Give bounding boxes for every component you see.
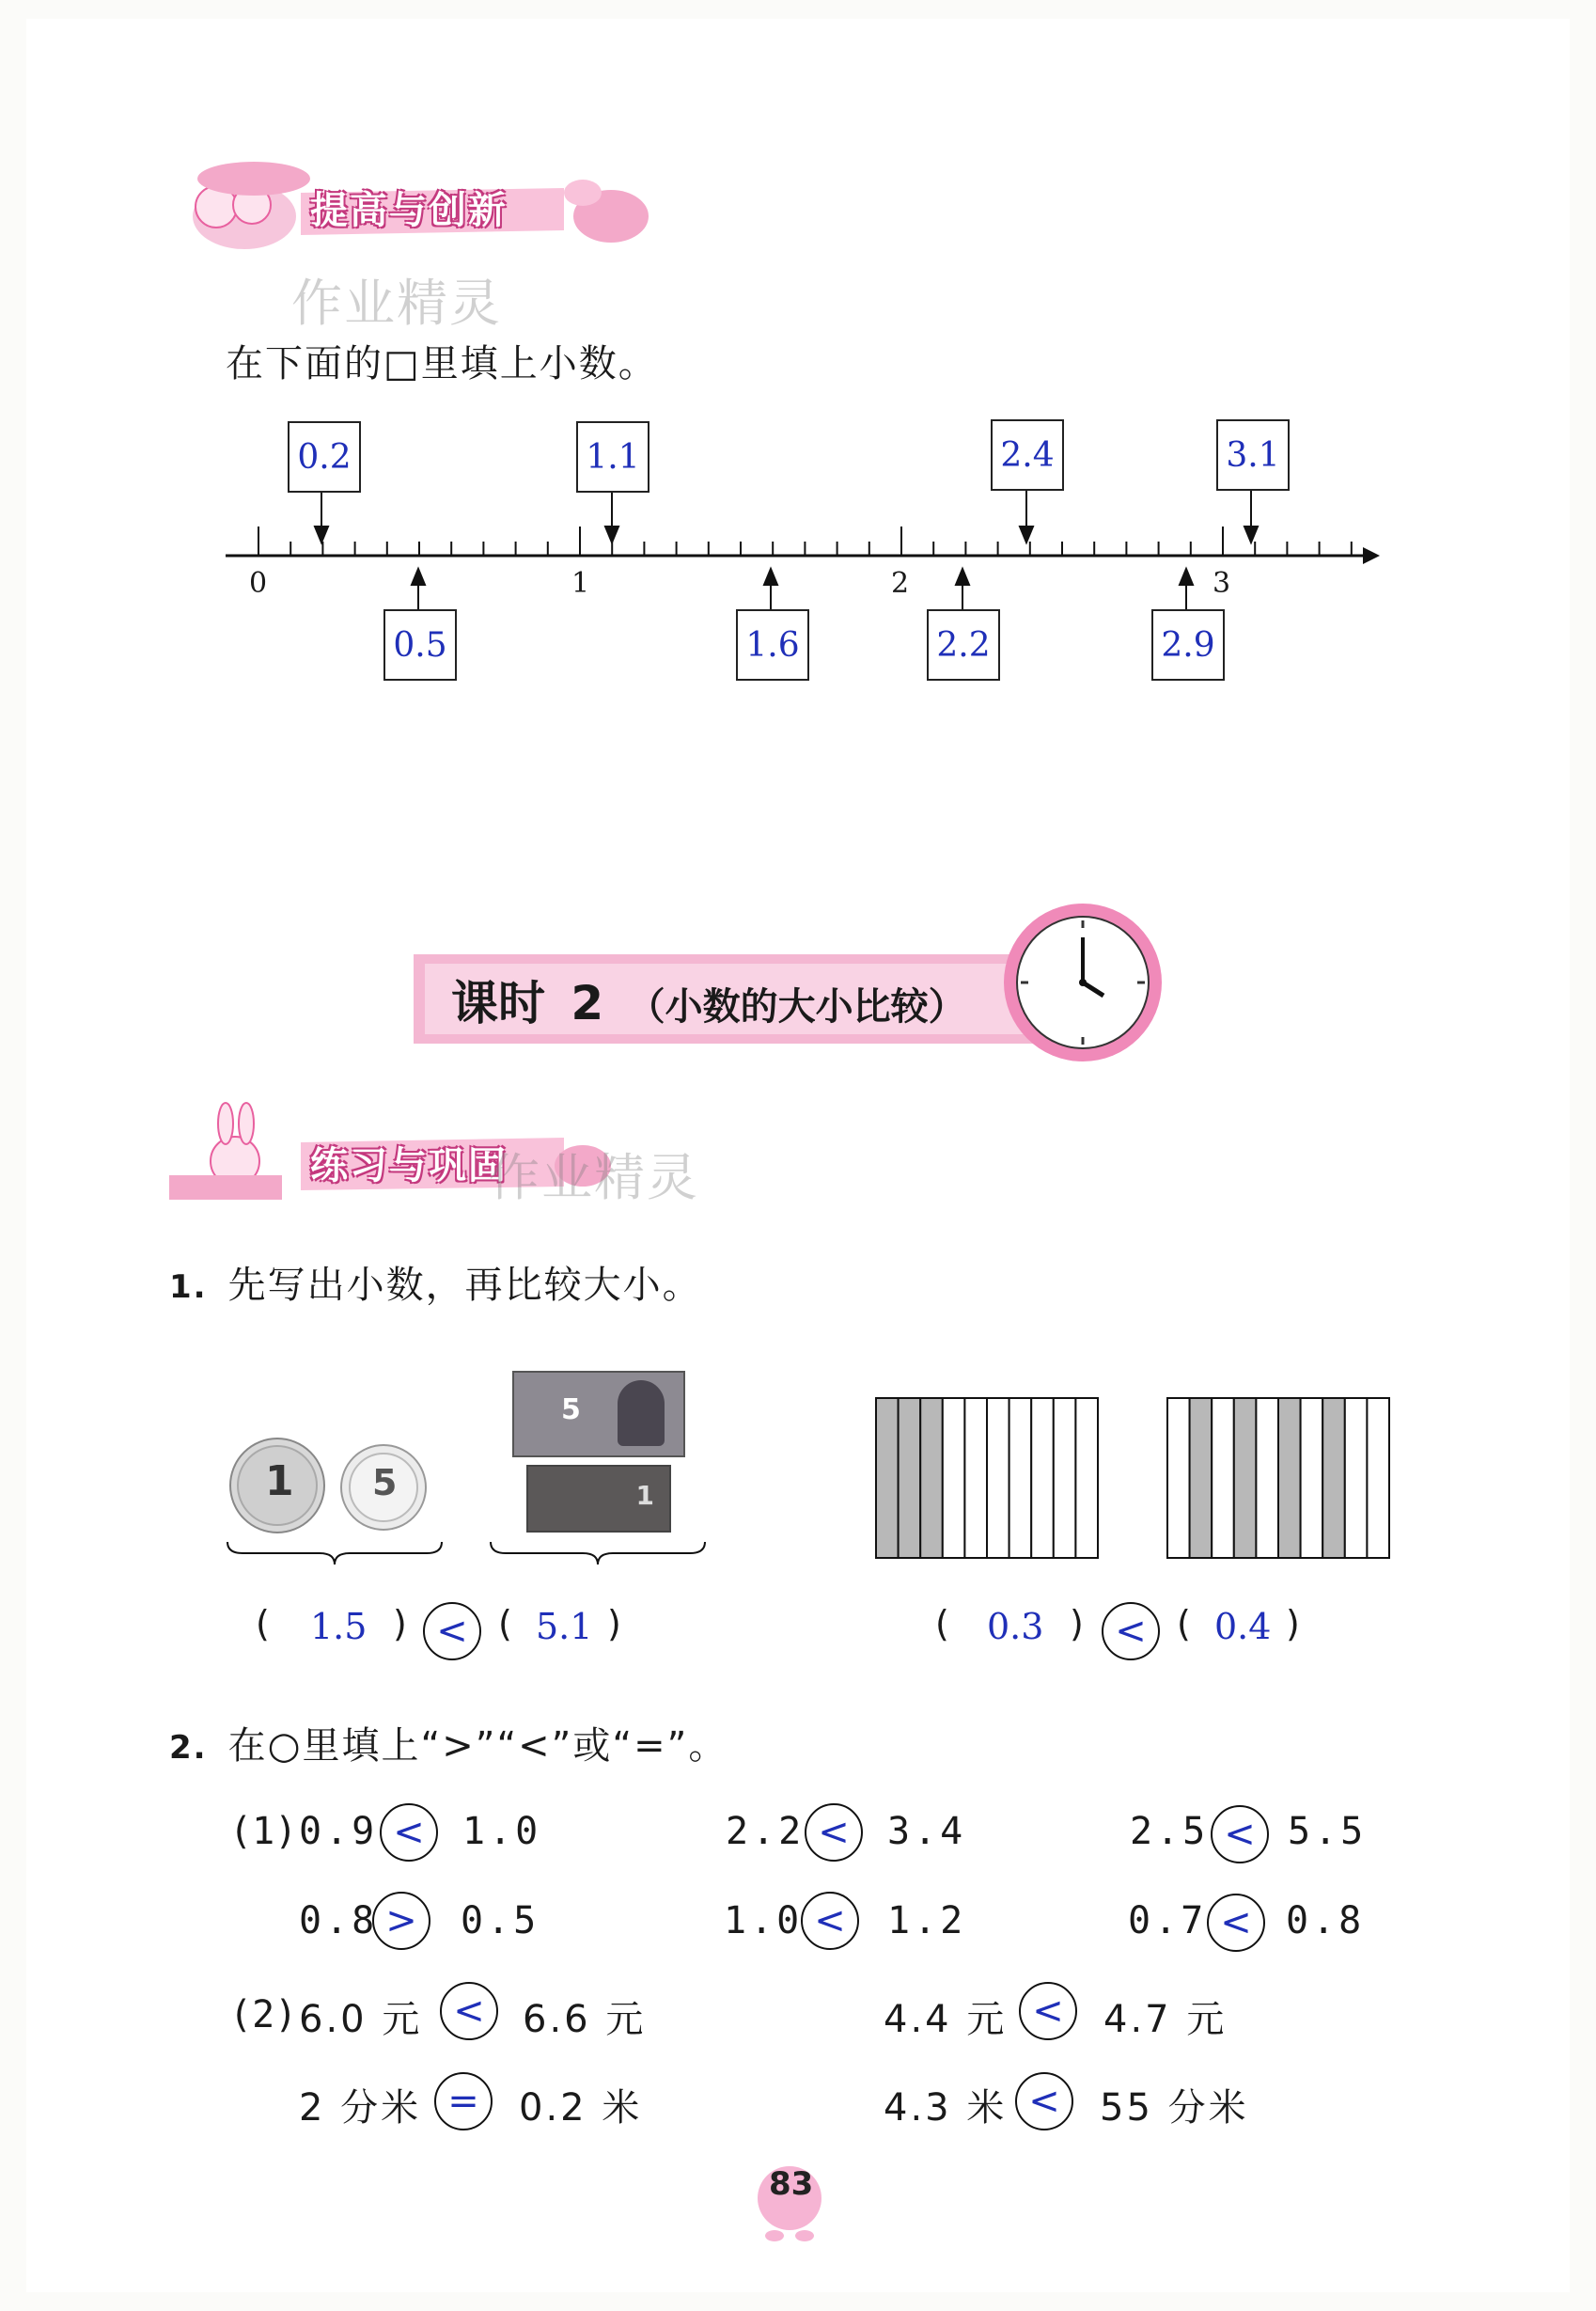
q1-right-open-paren: ( xyxy=(935,1603,949,1644)
answer-box-above-1: 0.2 xyxy=(288,421,361,493)
clock-icon xyxy=(998,898,1167,1067)
lesson-title-number: 2 xyxy=(571,976,604,1030)
compare-5-circle: < xyxy=(801,1892,859,1950)
compare-2-left: 2.2 xyxy=(726,1810,806,1853)
compare-4-right: 0.5 xyxy=(461,1899,540,1942)
part-1-label: (1) xyxy=(229,1810,298,1853)
compare-3-right: 5.5 xyxy=(1288,1810,1368,1853)
grid-cell-shaded xyxy=(1190,1398,1213,1558)
tick-label-1: 1 xyxy=(571,567,590,600)
answer-box-above-3: 2.4 xyxy=(991,419,1064,491)
question-1-number: 1. xyxy=(169,1268,208,1306)
coin-label-1: 1 xyxy=(265,1457,294,1505)
answer-box-below-1: 0.5 xyxy=(383,609,457,681)
compare-6-left: 0.7 xyxy=(1128,1899,1208,1942)
question-2-text: 在○里填上“>”“<”或“=”。 xyxy=(227,1724,728,1768)
grid-cell xyxy=(1054,1398,1076,1558)
q1-right-answer-a: 0.3 xyxy=(987,1606,1044,1647)
compare-6-right: 0.8 xyxy=(1286,1899,1366,1942)
question-1-text: 先写出小数，再比较大小。 xyxy=(227,1264,702,1307)
compare-10-circle: < xyxy=(1015,2072,1073,2130)
q1-right-open-paren-2: ( xyxy=(1177,1603,1191,1644)
compare-1-circle: < xyxy=(380,1803,438,1862)
grid-cell xyxy=(987,1398,1009,1558)
decimal-grid-left xyxy=(874,1396,1109,1561)
grid-cell xyxy=(1075,1398,1098,1558)
compare-6-circle: < xyxy=(1207,1894,1265,1952)
q1-left-open-paren-2: ( xyxy=(498,1603,512,1644)
banknote-label: 1 xyxy=(635,1480,654,1511)
coin-label-5: 5 xyxy=(372,1462,398,1503)
watermark: 作业精灵 xyxy=(291,274,502,333)
grid-cell xyxy=(943,1398,965,1558)
grid-cell xyxy=(964,1398,987,1558)
grid-cell xyxy=(1345,1398,1368,1558)
grid-cell-shaded xyxy=(899,1398,921,1558)
lesson-title-main: 课时 xyxy=(451,976,545,1030)
compare-3-left: 2.5 xyxy=(1130,1810,1210,1853)
banner-title: 提高与创新 xyxy=(310,189,508,232)
banknote-label: 5 xyxy=(561,1393,581,1426)
grid-cell-shaded xyxy=(1322,1398,1345,1558)
banknote-1-jiao xyxy=(526,1465,671,1533)
number-line-instruction: 在下面的□里填上小数。 xyxy=(226,342,658,385)
q1-right-answer-b: 0.4 xyxy=(1214,1606,1272,1647)
question-2-prompt xyxy=(169,1716,728,1769)
compare-7-left: 6.0 元 xyxy=(299,1998,423,2041)
answer-box-below-4: 2.9 xyxy=(1151,609,1225,681)
grid-cell xyxy=(1256,1398,1278,1558)
q1-left-close-paren-2: ) xyxy=(607,1603,621,1644)
compare-9-left: 2 分米 xyxy=(299,2086,422,2130)
compare-7-circle: < xyxy=(440,1982,498,2040)
page-number: 83 xyxy=(769,2165,814,2203)
grid-cell xyxy=(1009,1398,1032,1558)
lesson-title-sub: （小数的大小比较） xyxy=(627,985,966,1029)
compare-4-left: 0.8 xyxy=(299,1899,379,1942)
tick-label-0: 0 xyxy=(249,567,268,600)
grid-cell xyxy=(1212,1398,1234,1558)
compare-1-right: 1.0 xyxy=(462,1810,542,1853)
grid-cell-shaded xyxy=(1234,1398,1257,1558)
question-2-number: 2. xyxy=(169,1729,208,1767)
part-2-label: (2) xyxy=(229,1993,298,2036)
grid-cell xyxy=(1031,1398,1054,1558)
question-1-prompt xyxy=(169,1255,702,1309)
compare-3-circle: < xyxy=(1211,1805,1269,1863)
answer-box-below-3: 2.2 xyxy=(927,609,1000,681)
compare-9-circle: = xyxy=(434,2072,493,2130)
q1-right-compare-circle: < xyxy=(1102,1602,1160,1660)
arrows-below xyxy=(412,569,1193,611)
compare-8-left: 4.4 元 xyxy=(884,1998,1008,2041)
compare-8-right: 4.7 元 xyxy=(1103,1998,1228,2041)
compare-10-left: 4.3 米 xyxy=(884,2086,1008,2130)
answer-box-above-2: 1.1 xyxy=(576,421,649,493)
q1-left-answer-b: 5.1 xyxy=(536,1606,593,1647)
compare-2-circle: < xyxy=(805,1803,863,1862)
number-line xyxy=(0,0,1596,752)
banknote-portrait-icon xyxy=(618,1380,665,1446)
compare-4-circle: > xyxy=(372,1892,430,1950)
lesson-title-text xyxy=(451,966,966,1033)
q1-left-answer-a: 1.5 xyxy=(310,1606,368,1647)
answer-box-above-4: 3.1 xyxy=(1216,419,1290,491)
watermark: 作业精灵 xyxy=(489,1148,699,1207)
banknote-5-yuan xyxy=(512,1371,685,1457)
coins-illustration xyxy=(226,1420,432,1551)
compare-5-right: 1.2 xyxy=(887,1899,967,1942)
q1-left-compare-circle: < xyxy=(423,1602,481,1660)
compare-7-right: 6.6 元 xyxy=(523,1998,647,2041)
compare-8-circle: < xyxy=(1019,1982,1077,2040)
tick-label-3: 3 xyxy=(1213,567,1231,600)
decimal-grid-right xyxy=(1166,1396,1400,1561)
lesson-title-banner xyxy=(404,926,1175,1067)
grid-cell xyxy=(1167,1398,1190,1558)
q1-right-close-paren-2: ) xyxy=(1286,1603,1300,1644)
grid-cell xyxy=(1367,1398,1389,1558)
q1-left-open-paren: ( xyxy=(256,1603,270,1644)
compare-5-left: 1.0 xyxy=(724,1899,804,1942)
q1-left-close-paren: ) xyxy=(393,1603,407,1644)
grid-cell xyxy=(1301,1398,1323,1558)
tick-label-2: 2 xyxy=(891,567,910,600)
arrows-above xyxy=(315,491,1258,542)
compare-10-right: 55 分米 xyxy=(1100,2086,1249,2130)
grid-cell-shaded xyxy=(920,1398,943,1558)
banner-title: 练习与巩固 xyxy=(310,1144,508,1187)
compare-1-left: 0.9 xyxy=(299,1810,379,1853)
grid-cell-shaded xyxy=(1278,1398,1301,1558)
compare-9-right: 0.2 米 xyxy=(519,2086,643,2130)
compare-2-right: 3.4 xyxy=(887,1810,967,1853)
q1-right-close-paren: ) xyxy=(1070,1603,1084,1644)
grid-cell-shaded xyxy=(876,1398,899,1558)
answer-box-below-2: 1.6 xyxy=(736,609,809,681)
